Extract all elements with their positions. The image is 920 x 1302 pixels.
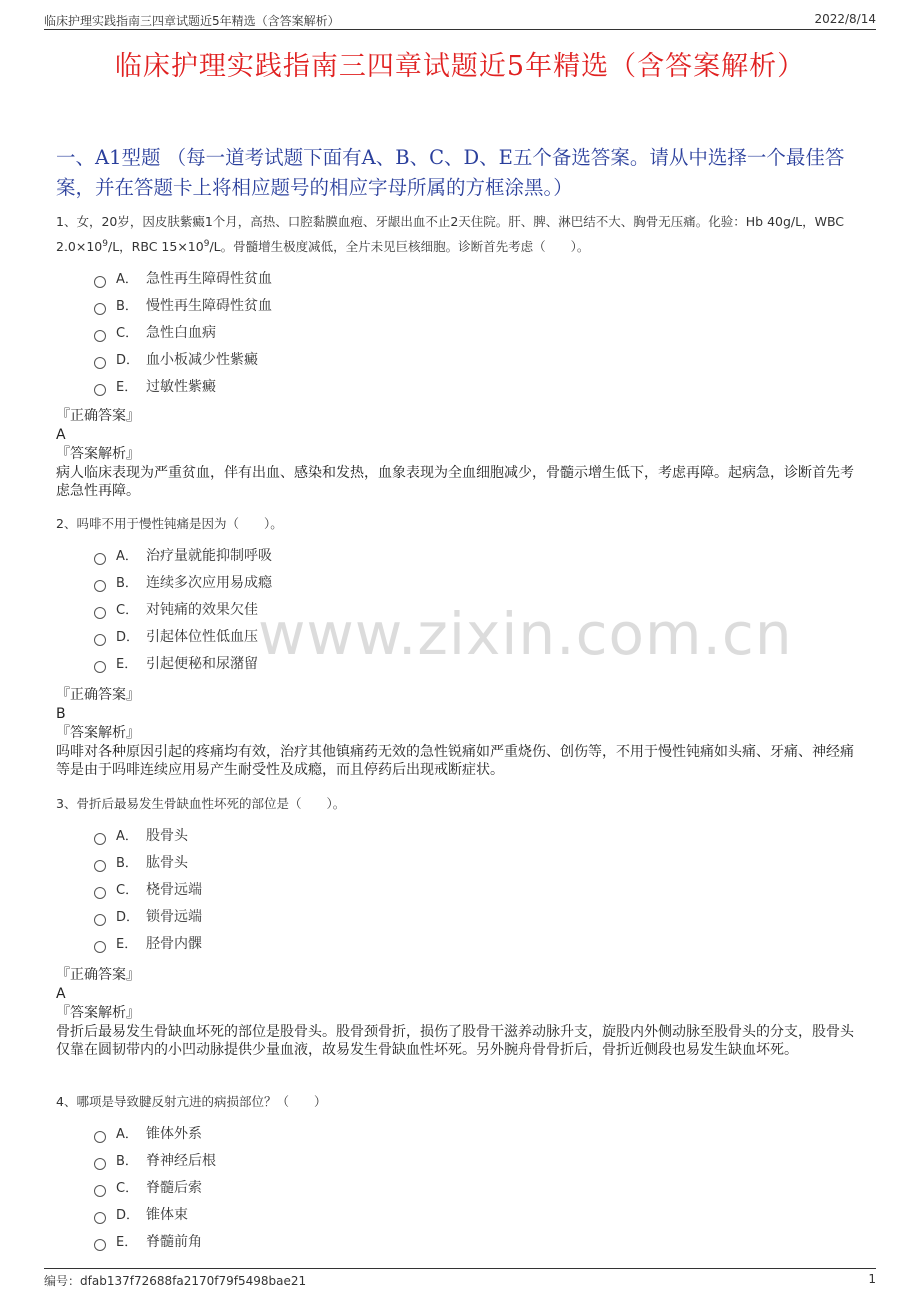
radio-icon[interactable]	[94, 276, 106, 288]
watermark: www.zixin.com.cn	[258, 600, 793, 668]
radio-icon[interactable]	[94, 1131, 106, 1143]
option-c[interactable]: C． 脊髓后索	[56, 1173, 864, 1200]
options-list	[56, 1119, 864, 1254]
analysis-label: 『答案解析』	[56, 725, 140, 741]
option-c[interactable]: C． 桡骨远端	[56, 875, 864, 902]
options-list	[56, 541, 864, 676]
answer-value: A	[56, 986, 66, 1002]
option-b[interactable]: B． 连续多次应用易成瘾	[56, 568, 864, 595]
options-list	[56, 264, 864, 399]
option-c[interactable]: C． 急性白血病	[56, 318, 864, 345]
question-stem: 4、哪项是导致腱反射亢进的病损部位？（ ）	[56, 1094, 327, 1109]
question-2	[56, 513, 864, 676]
answer-value: B	[56, 706, 66, 722]
radio-icon[interactable]	[94, 1158, 106, 1170]
option-e[interactable]: E． 过敏性紫癜	[56, 372, 864, 399]
question-stem: 2、吗啡不用于慢性钝痛是因为（ ）。	[56, 516, 283, 531]
analysis-label: 『答案解析』	[56, 446, 140, 462]
option-e[interactable]: E． 胫骨内髁	[56, 929, 864, 956]
analysis-text: 病人临床表现为严重贫血，伴有出血、感染和发热，血象表现为全血细胞减少，骨髓示增生低下，考虑再障。起病急，诊断首先考虑急性再障。	[56, 465, 854, 499]
analysis-label: 『答案解析』	[56, 1005, 140, 1021]
answer-label: 『正确答案』	[56, 967, 140, 983]
option-d[interactable]: D． 锥体束	[56, 1200, 864, 1227]
radio-icon[interactable]	[94, 1239, 106, 1251]
answer-block-3	[56, 966, 864, 1059]
footer-divider	[44, 1268, 876, 1269]
answer-block-1	[56, 407, 864, 500]
answer-label: 『正确答案』	[56, 408, 140, 424]
answer-value: A	[56, 427, 66, 443]
radio-icon[interactable]	[94, 330, 106, 342]
question-stem: 3、骨折后最易发生骨缺血性坏死的部位是（ ）。	[56, 796, 346, 811]
option-b[interactable]: B． 脊神经后根	[56, 1146, 864, 1173]
section-heading: 一、A1型题 （每一道考试题下面有A、B、C、D、E五个备选答案。请从中选择一个最佳答案，并在答题卡上将相应题号的相应字母所属的方框涂黑。）	[56, 146, 845, 199]
header-divider	[44, 29, 876, 30]
header-date: 2022/8/14	[814, 12, 876, 26]
radio-icon[interactable]	[94, 1185, 106, 1197]
analysis-text: 吗啡对各种原因引起的疼痛均有效，治疗其他镇痛药无效的急性锐痛如严重烧伤、创伤等，不用于慢性钝痛如头痛、牙痛、神经痛等是由于吗啡连续应用易产生耐受性及成瘾，而且停药后出现戒断症状。	[56, 744, 854, 778]
option-a[interactable]: A． 锥体外系	[56, 1119, 864, 1146]
option-b[interactable]: B． 肱骨头	[56, 848, 864, 875]
question-1	[56, 211, 864, 399]
option-b[interactable]: B． 慢性再生障碍性贫血	[56, 291, 864, 318]
radio-icon[interactable]	[94, 553, 106, 565]
radio-icon[interactable]	[94, 887, 106, 899]
radio-icon[interactable]	[94, 384, 106, 396]
footer-code: 编号：dfab137f72688fa2170f79f5498bae21	[44, 1274, 307, 1288]
option-d[interactable]: D． 锁骨远端	[56, 902, 864, 929]
radio-icon[interactable]	[94, 580, 106, 592]
question-3	[56, 793, 864, 956]
radio-icon[interactable]	[94, 941, 106, 953]
question-stem: 1、女，20岁，因皮肤紫癜1个月，高热、口腔黏膜血疱、牙龈出血不止2天住院。肝、脾、淋巴结不大、胸骨无压痛。化验：Hb 40g/L，WBC $2.0\times 10^9/L$，RBC $15\times 10^9/L$。骨髓增生极度减低，全片未见巨核细胞。诊断首先考虑（ ）。	[56, 214, 845, 255]
radio-icon[interactable]	[94, 1212, 106, 1224]
radio-icon[interactable]	[94, 634, 106, 646]
radio-icon[interactable]	[94, 860, 106, 872]
radio-icon[interactable]	[94, 357, 106, 369]
radio-icon[interactable]	[94, 303, 106, 315]
option-a[interactable]: A． 急性再生障碍性贫血	[56, 264, 864, 291]
options-list	[56, 821, 864, 956]
option-e[interactable]: E． 引起便秘和尿潴留	[56, 649, 864, 676]
option-a[interactable]: A． 股骨头	[56, 821, 864, 848]
analysis-text: 骨折后最易发生骨缺血坏死的部位是股骨头。股骨颈骨折，损伤了股骨干滋养动脉升支，旋股内外侧动脉至股骨头的分支，股骨头仅靠在圆韧带内的小凹动脉提供少量血液，故易发生骨缺血性坏死。另外腕舟骨骨折后，骨折近侧段也易发生缺血坏死。	[56, 1024, 854, 1058]
option-a[interactable]: A． 治疗量就能抑制呼吸	[56, 541, 864, 568]
radio-icon[interactable]	[94, 607, 106, 619]
answer-block-2	[56, 686, 864, 779]
page-title: 临床护理实践指南三四章试题近5年精选（含答案解析）	[114, 51, 806, 82]
radio-icon[interactable]	[94, 833, 106, 845]
option-c[interactable]: C． 对钝痛的效果欠佳	[56, 595, 864, 622]
option-e[interactable]: E． 脊髓前角	[56, 1227, 864, 1254]
option-d[interactable]: D． 血小板减少性紫癜	[56, 345, 864, 372]
question-4	[56, 1091, 864, 1254]
header-doc-title: 临床护理实践指南三四章试题近5年精选（含答案解析）	[44, 14, 340, 28]
radio-icon[interactable]	[94, 661, 106, 673]
option-d[interactable]: D． 引起体位性低血压	[56, 622, 864, 649]
answer-label: 『正确答案』	[56, 687, 140, 703]
page-number: 1	[868, 1272, 876, 1286]
radio-icon[interactable]	[94, 914, 106, 926]
